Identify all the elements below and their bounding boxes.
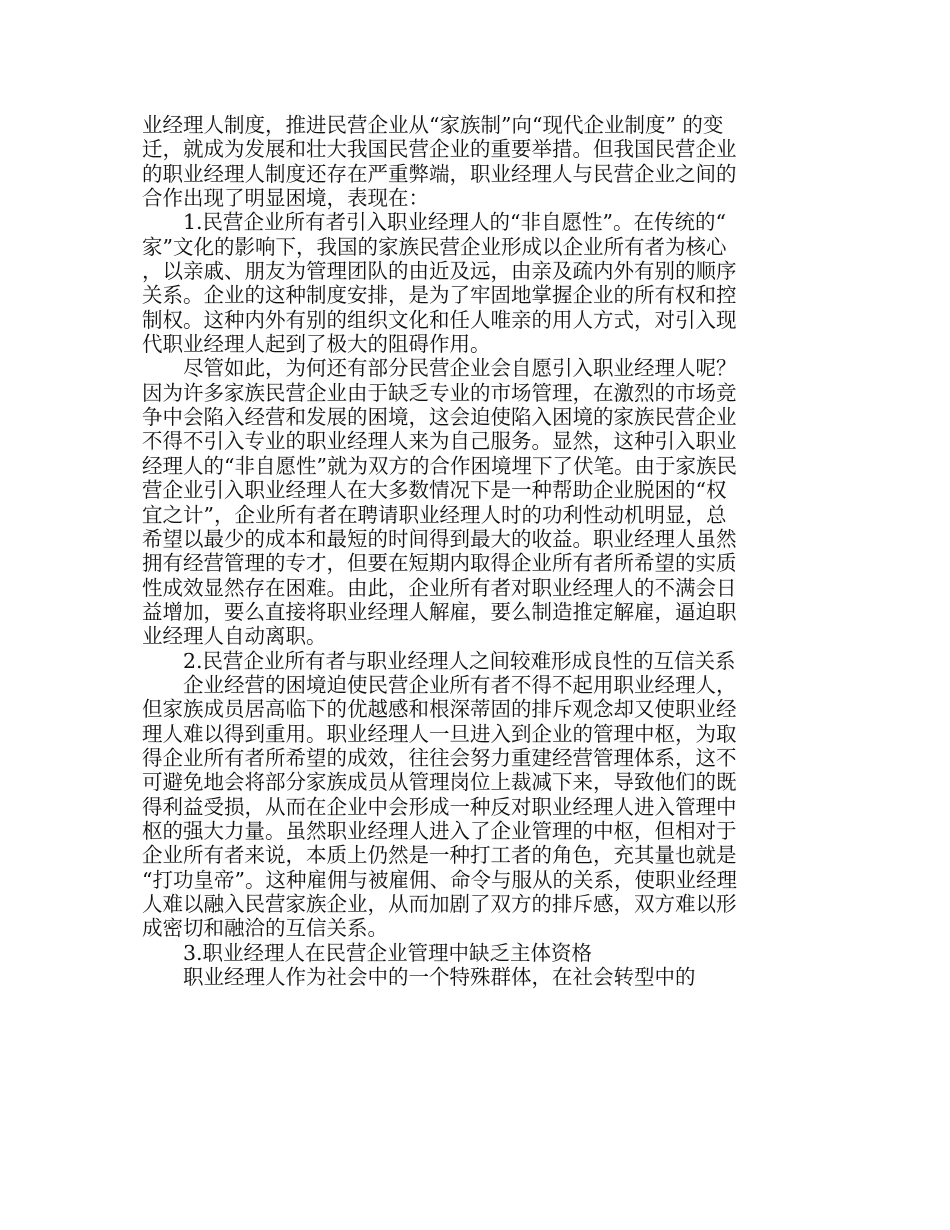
- section-heading-1: 1.民营企业所有者引入职业经理人的“非自愿性”。在传统的“家”文化的影响下，我国的家族民营企业形成以企业所有者为核心，以亲戚、朋友为管理团队的由近及远，由亲及疏内外有别的顺序关系。企业的这种制度安排，是为了牢固地掌握企业的所有权和控制权。这种内外有别的组织文化和任人唯亲的用人方式，对引入现代职业经理人起到了极大的阻碍作用。: [142, 210, 737, 357]
- section-heading-2: 2.民营企业所有者与职业经理人之间较难形成良性的互信关系: [183, 648, 736, 673]
- body-paragraph: 业经理人制度，推进民营企业从“家族制”向“现代企业制度” 的变迁，就成为发展和壮大我国民营企业的重要举措。但我国民营企业的职业经理人制度还存在严重弊端，职业经理人与民营企业之间的合作出现了明显困境，表现在：: [142, 113, 737, 211]
- document-page: [142, 113, 742, 989]
- body-paragraph: 尽管如此，为何还有部分民营企业会自愿引入职业经理人呢？因为许多家族民营企业由于缺乏专业的市场管理，在激烈的市场竞争中会陷入经营和发展的困境，这会迫使陷入困境的家族民营企业不得不引入专业的职业经理人来为自己服务。显然，这种引入职业经理人的“非自愿性”就为双方的合作困境埋下了伏笔。由于家族民营企业引入职业经理人在大多数情况下是一种帮助企业脱困的“权宜之计”，企业所有者在聘请职业经理人时的功利性动机明显，总希望以最少的成本和最短的时间得到最大的收益。职业经理人虽然拥有经营管理的专才，但要在短期内取得企业所有者所希望的实质性成效显然存在困难。由此，企业所有者对职业经理人的不满会日益增加，要么直接将职业经理人解雇，要么制造推定解雇，逼迫职业经理人自动离职。: [142, 356, 737, 649]
- body-paragraph: 职业经理人作为社会中的一个特殊群体，在社会转型中的: [183, 965, 696, 990]
- body-paragraph: 企业经营的困境迫使民营企业所有者不得不起用职业经理人，但家族成员居高临下的优越感和根深蒂固的排斥观念却又使职业经理人难以得到重用。职业经理人一旦进入到企业的管理中枢，为取得企业所有者所希望的成效，往往会努力重建经营管理体系，这不可避免地会将部分家族成员从管理岗位上裁减下来，导致他们的既得利益受损，从而在企业中会形成一种反对职业经理人进入管理中枢的强大力量。虽然职业经理人进入了企业管理的中枢，但相对于企业所有者来说，本质上仍然是一种打工者的角色，充其量也就是“打功皇帝”。这种雇佣与被雇佣、命令与服从的关系，使职业经理人难以融入民营家族企业，从而加剧了双方的排斥感，双方难以形成密切和融洽的互信关系。: [142, 672, 737, 941]
- section-heading-3: 3.职业经理人在民营企业管理中缺乏主体资格: [183, 940, 593, 965]
